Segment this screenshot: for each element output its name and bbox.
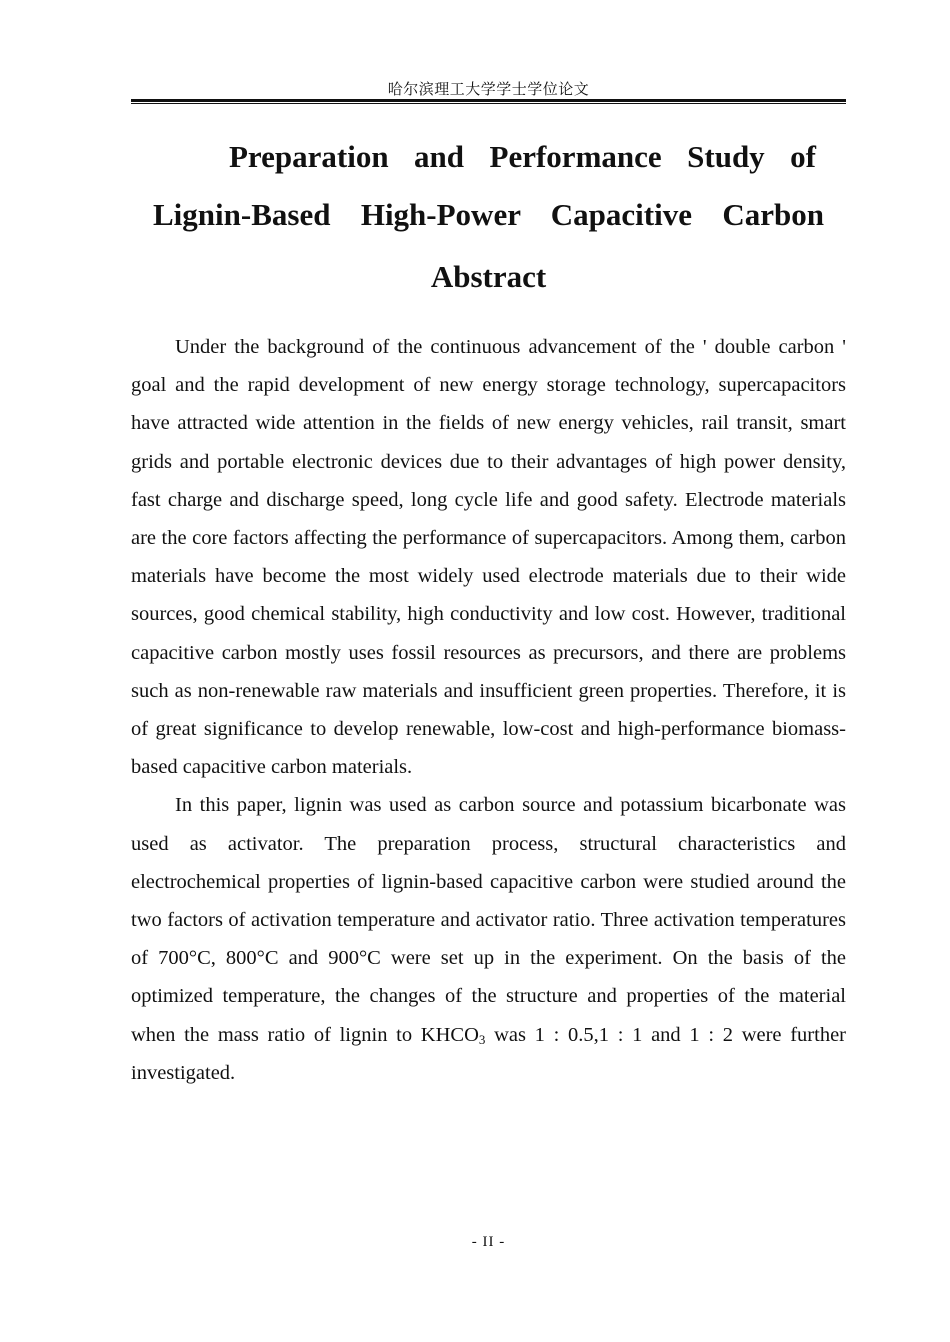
paragraph-2-text-after-formula: was 1 : 0.5,1 : 1 and 1 : 2 were further investigated.: [131, 1023, 846, 1084]
thesis-title-line-2: Lignin-Based High-Power Capacitive Carbon: [153, 197, 824, 232]
page-number: - II -: [471, 1234, 506, 1250]
formula-base: KHCO: [420, 1023, 479, 1046]
running-header: 哈尔滨理工大学学士学位论文: [387, 80, 590, 98]
chemical-formula: [421, 1024, 486, 1046]
abstract-paragraph-1: Under the background of the continuous advancement of the ' double carbon ' goal and the rapid development of new energy storage technology, supercapacitors have attracted wide attention in the fields of new energy vehicles, rail transit, smart grids and portable electronic devices due to their advantages of high power density, fast charge and discharge speed, long cycle life and good safety. Electrode materials are the core factors affecting the performance of supercapacitors. Among them, carbon materials have become the most widely used electrode materials due to their wide sources, good chemical stability, high conductivity and low cost. However, traditional capacitive carbon mostly uses fossil resources as precursors, and there are problems such as non-renewable raw materials and insufficient green properties. Therefore, it is of great significance to develop renewable, low-cost and high-performance biomass-based capacitive carbon materials.: [131, 336, 846, 779]
header-rule-thin: [131, 103, 846, 104]
abstract-paragraph-2: [131, 786, 846, 1092]
header-rule-thick: [131, 99, 846, 102]
thesis-title-line-1: Preparation and Performance Study of: [229, 139, 816, 174]
paragraph-2-text-before-formula: In this paper, lignin was used as carbon source and potassium bicarbonate was used as activator. The preparation process, structural characteristics and electrochemical properties of lignin-based capacitive carbon were studied around the two factors of activation temperature and activator ratio. Three activation temperatures of 700°C, 800°C and 900°C were set up in the experiment. On the basis of the optimized temperature, the changes of the structure and properties of the material when the mass ratio of lignin to: [131, 794, 846, 1046]
header-rule: [131, 99, 846, 105]
abstract-heading: Abstract: [430, 259, 547, 294]
thesis-title: [131, 128, 846, 244]
abstract-body: [131, 328, 846, 1092]
formula-subscript: 3: [478, 1031, 486, 1047]
